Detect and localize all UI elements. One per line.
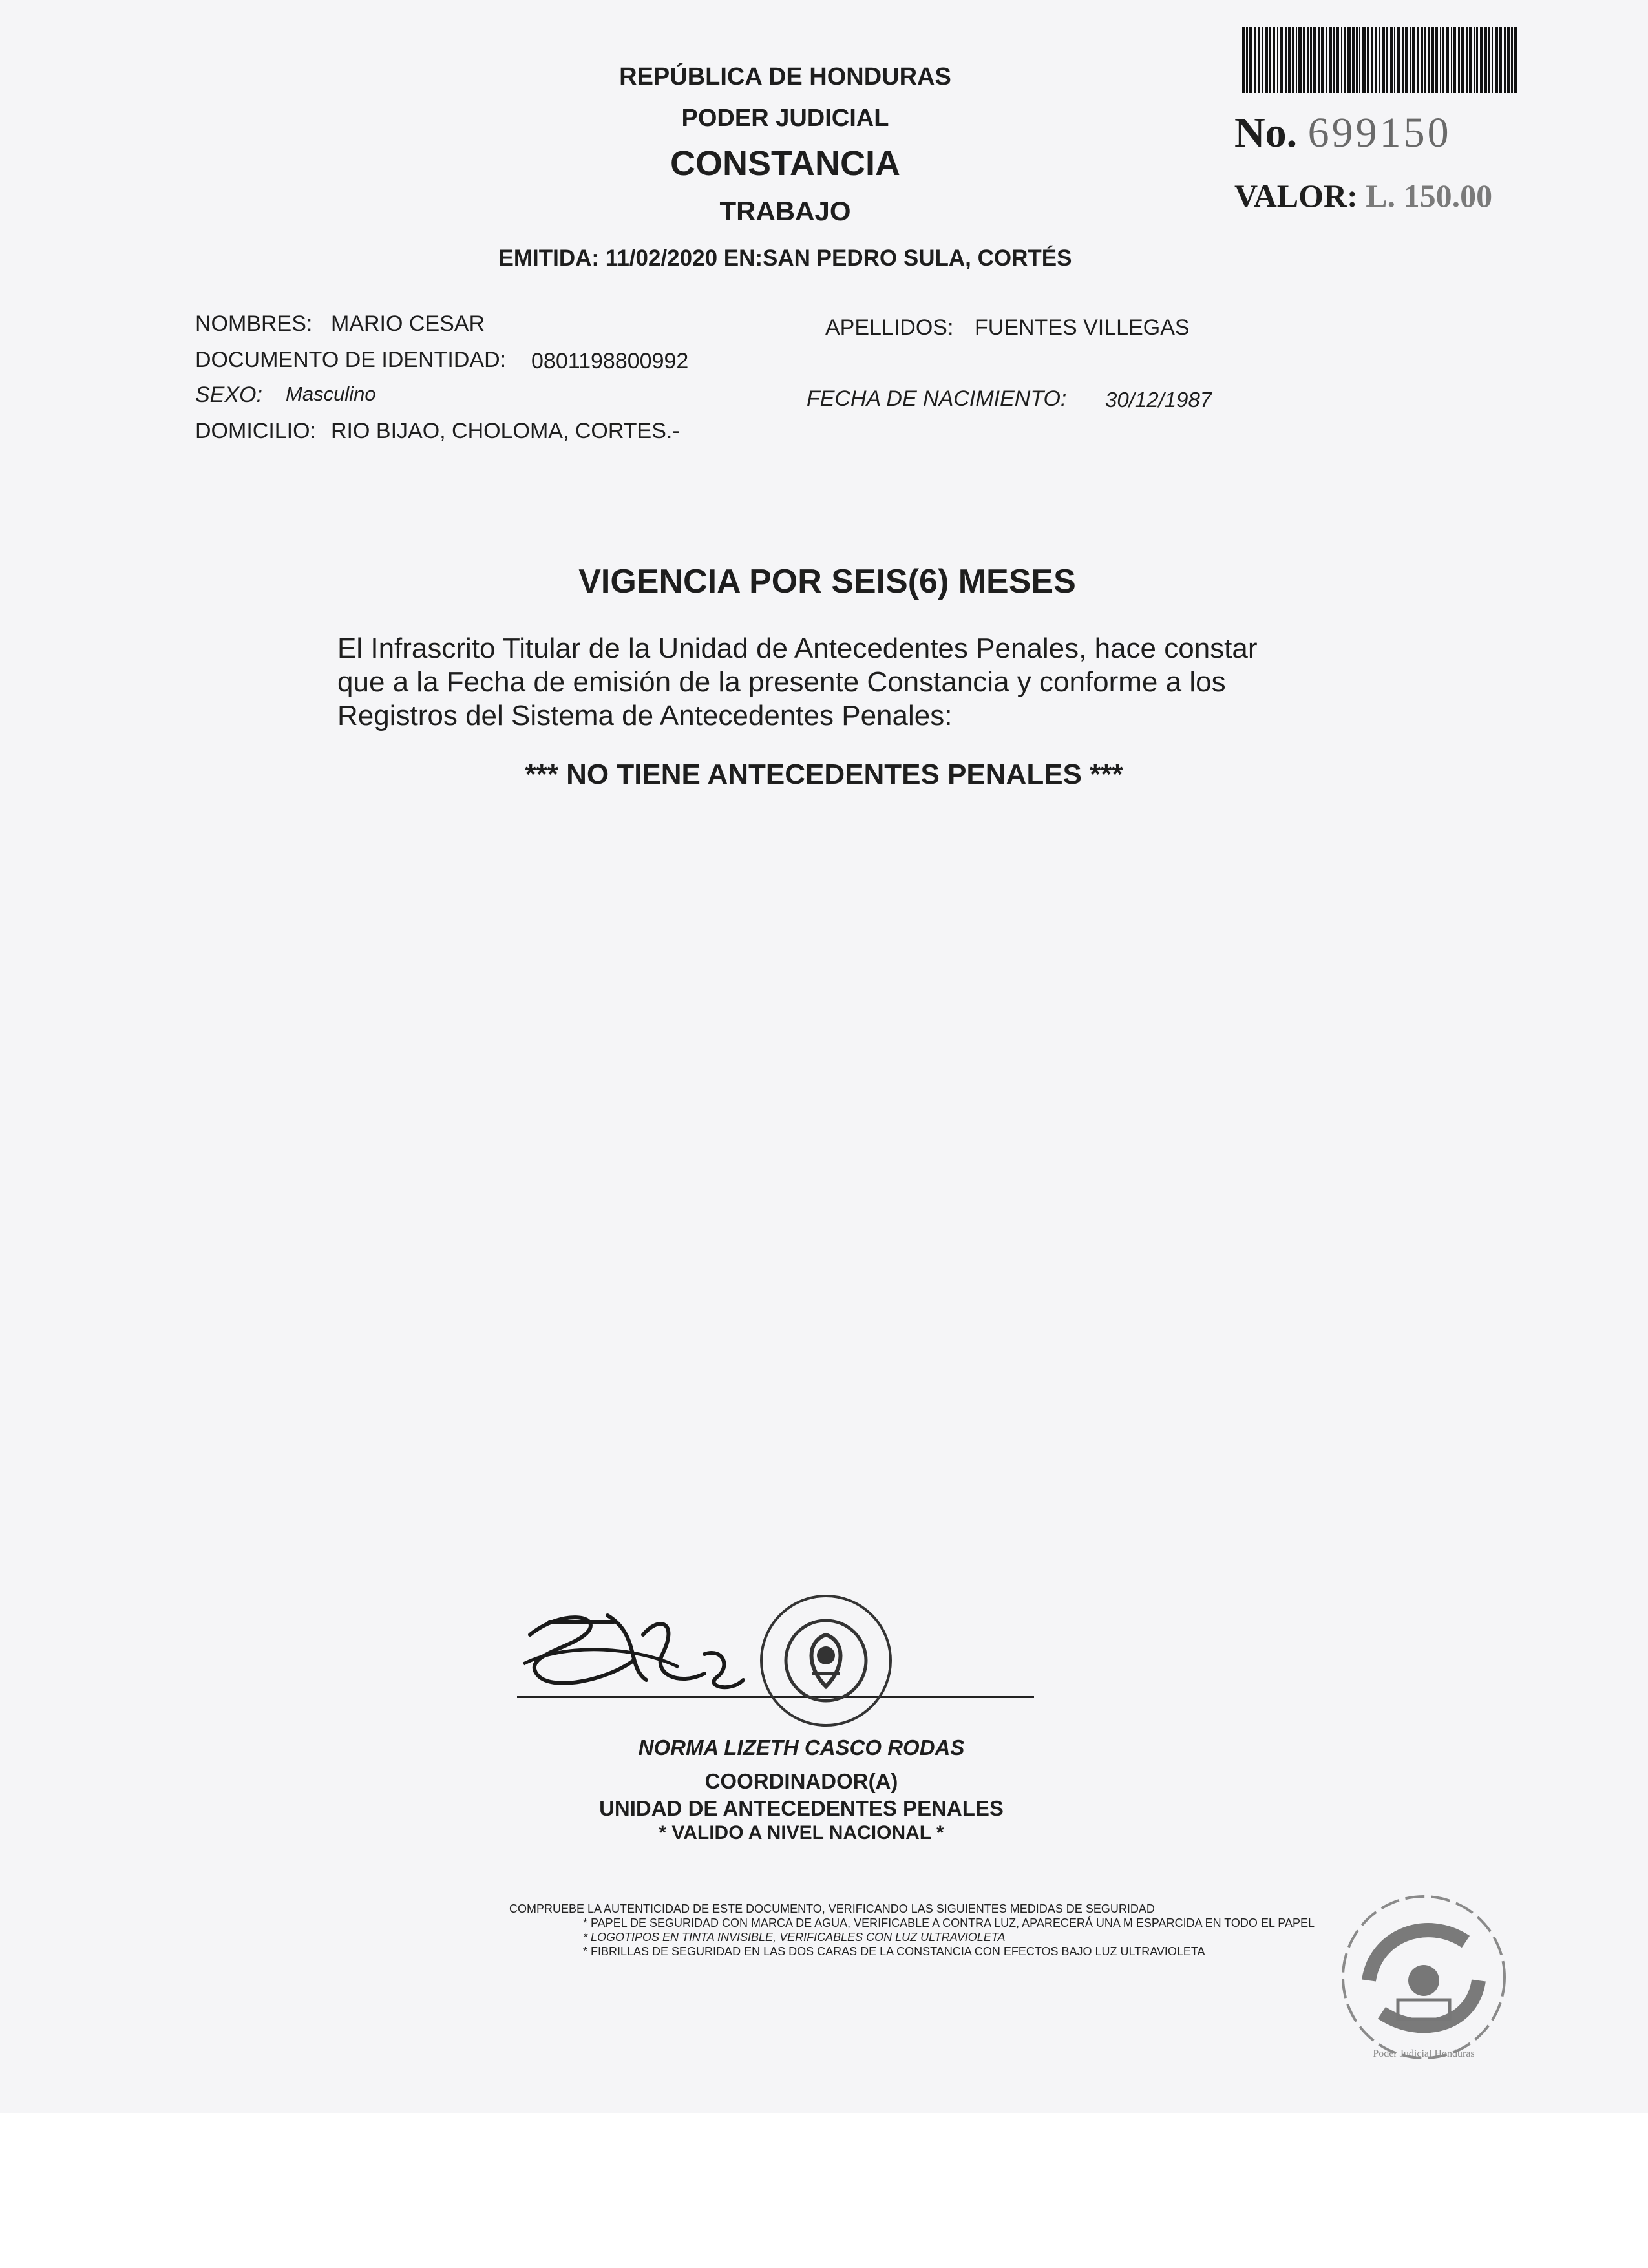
svg-text:Poder Judicial Honduras: Poder Judicial Honduras [1373, 2048, 1475, 2059]
security-note: * LOGOTIPOS EN TINTA INVISIBLE, VERIFICABLES CON LUZ ULTRAVIOLETA [583, 1931, 1006, 1944]
statement-paragraph [337, 632, 1258, 733]
header-purpose: TRABAJO [719, 196, 851, 226]
header-branch: PODER JUDICIAL [681, 105, 889, 132]
signatory-name: NORMA LIZETH CASCO RODAS [638, 1736, 965, 1759]
names-value: MARIO CESAR [331, 311, 485, 336]
security-note-header: COMPRUEBE LA AUTENTICIDAD DE ESTE DOCUMENTO, VERIFICANDO LAS SIGUIENTES MEDIDAS DE SEGURIDAD [509, 1902, 1155, 1915]
validity-heading: VIGENCIA POR SEIS(6) MESES [578, 563, 1076, 600]
statement-line: Registros del Sistema de Antecedentes Penales: [337, 700, 953, 731]
result-line: *** NO TIENE ANTECEDENTES PENALES *** [525, 759, 1123, 790]
sex-value: Masculino [286, 383, 376, 405]
value-amount: L. 150.00 [1366, 178, 1493, 214]
signature-icon [511, 1596, 769, 1709]
security-note: * PAPEL DE SEGURIDAD CON MARCA DE AGUA, VERIFICABLE A CONTRA LUZ, APARECERÁ UNA M ESPARCIDA EN TODO EL PAPEL [583, 1916, 1315, 1929]
dob-label: FECHA DE NACIMIENTO: [807, 386, 1067, 411]
names-label: NOMBRES: [195, 311, 313, 336]
header-doc-type: CONSTANCIA [670, 144, 900, 183]
surnames-label: APELLIDOS: [825, 315, 954, 340]
address-value: RIO BIJAO, CHOLOMA, CORTES.- [331, 419, 680, 443]
serial-number: 699150 [1307, 109, 1452, 156]
statement-line: El Infrascrito Titular de la Unidad de Antecedentes Penales, hace constar [337, 633, 1258, 664]
id-label: DOCUMENTO DE IDENTIDAD: [195, 348, 507, 372]
court-seal-icon [1330, 1884, 1517, 2077]
id-value: 0801198800992 [531, 349, 689, 373]
signatory-unit: UNIDAD DE ANTECEDENTES PENALES [599, 1796, 1004, 1820]
unit-seal-icon [755, 1590, 897, 1732]
security-note: * FIBRILLAS DE SEGURIDAD EN LAS DOS CARAS DE LA CONSTANCIA CON EFECTOS BAJO LUZ ULTRAVIOLETA [583, 1945, 1205, 1958]
serial-label: No. [1234, 109, 1298, 156]
signatory-title: COORDINADOR(A) [704, 1769, 898, 1793]
statement-line: que a la Fecha de emisión de la presente Constancia y conforme a los [337, 666, 1226, 698]
surnames-value: FUENTES VILLEGAS [975, 315, 1190, 340]
signatory-scope: * VALIDO A NIVEL NACIONAL * [659, 1822, 944, 1843]
value-label: VALOR: [1234, 178, 1358, 214]
header-issued: EMITIDA: 11/02/2020 EN:SAN PEDRO SULA, CORTÉS [498, 246, 1072, 271]
scan-margin [0, 2113, 1648, 2268]
dob-value: 30/12/1987 [1105, 388, 1212, 412]
sex-label: SEXO: [195, 383, 262, 407]
header-republic: REPÚBLICA DE HONDURAS [619, 63, 951, 90]
address-label: DOMICILIO: [195, 419, 317, 443]
